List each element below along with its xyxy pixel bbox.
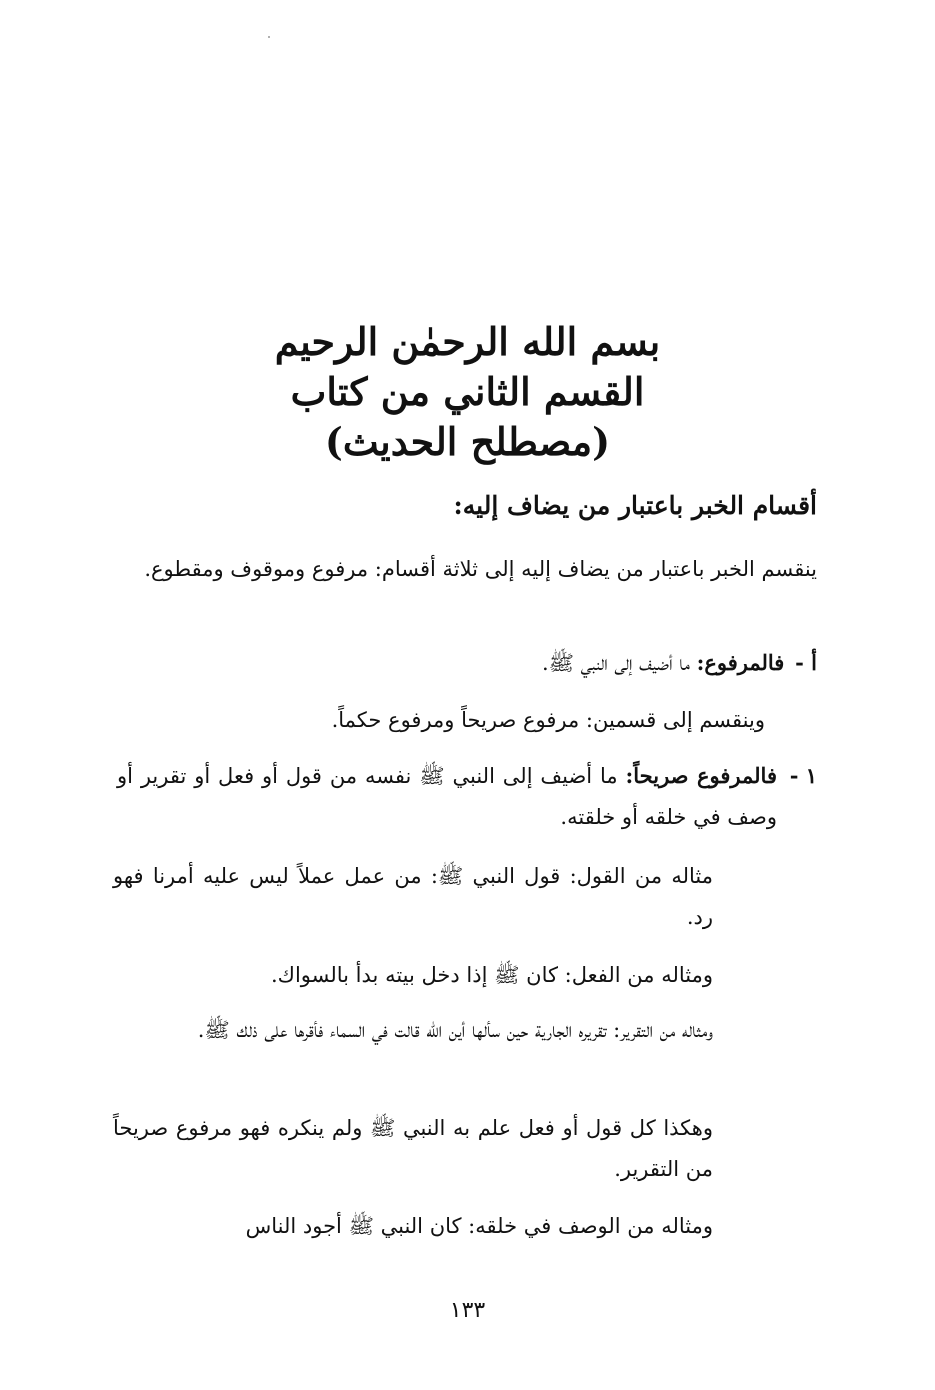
item-1-text: ما أضيف إلى النبي ﷺ نفسه من قول أو فعل أو تقرير أو وصف في خلقه أو خلقته. [117, 764, 777, 829]
example-saying-paragraph: مثاله من القول: قول النبي ﷺ: من عمل عملاً ليس عليه أمرنا فهو رد. [113, 864, 713, 929]
page-number: ١٣٣ [449, 1298, 486, 1323]
book-title: (مصطلح الحديث) [324, 419, 611, 464]
scan-speck [268, 36, 270, 38]
list-item-a [117, 643, 817, 683]
item-1-term: فالمرفوع صريحاً: [625, 763, 777, 788]
item-1-body [117, 755, 777, 838]
part-title: القسم الثاني من كتاب [290, 369, 645, 414]
example-approval-paragraph: ومثاله من التقرير: تقريره الجارية حين سألها أين الله قالت في السماء فأقرها على ذلك ﷺ. [197, 1018, 713, 1042]
item-a-text: ما أضيف إلى النبي ﷺ. [541, 651, 690, 675]
example-thus-paragraph: وهكذا كل قول أو فعل علم به النبي ﷺ ولم ينكره فهو مرفوع صريحاً من التقرير. [113, 1116, 713, 1181]
item-1-number: ١ - [789, 763, 817, 788]
section-heading: أقسام الخبر باعتبار من يضاف إليه: [453, 491, 817, 520]
list-item-1 [117, 755, 817, 838]
item-a-term: فالمرفوع: [696, 650, 785, 675]
item-a-marker: أ - [795, 650, 817, 675]
basmala-title: بسم الله الرحمٰن الرحيم [274, 319, 661, 364]
intro-paragraph: ينقسم الخبر باعتبار من يضاف إليه إلى ثلاثة أقسام: مرفوع وموقوف ومقطوع. [144, 557, 817, 581]
example-action-paragraph: ومثاله من الفعل: كان ﷺ إذا دخل بيته بدأ بالسواك. [270, 963, 713, 987]
divide-paragraph: وينقسم إلى قسمين: مرفوع صريحاً ومرفوع حكماً. [331, 708, 765, 732]
example-description-paragraph: ومثاله من الوصف في خلقه: كان النبي ﷺ أجود الناس [245, 1214, 713, 1238]
